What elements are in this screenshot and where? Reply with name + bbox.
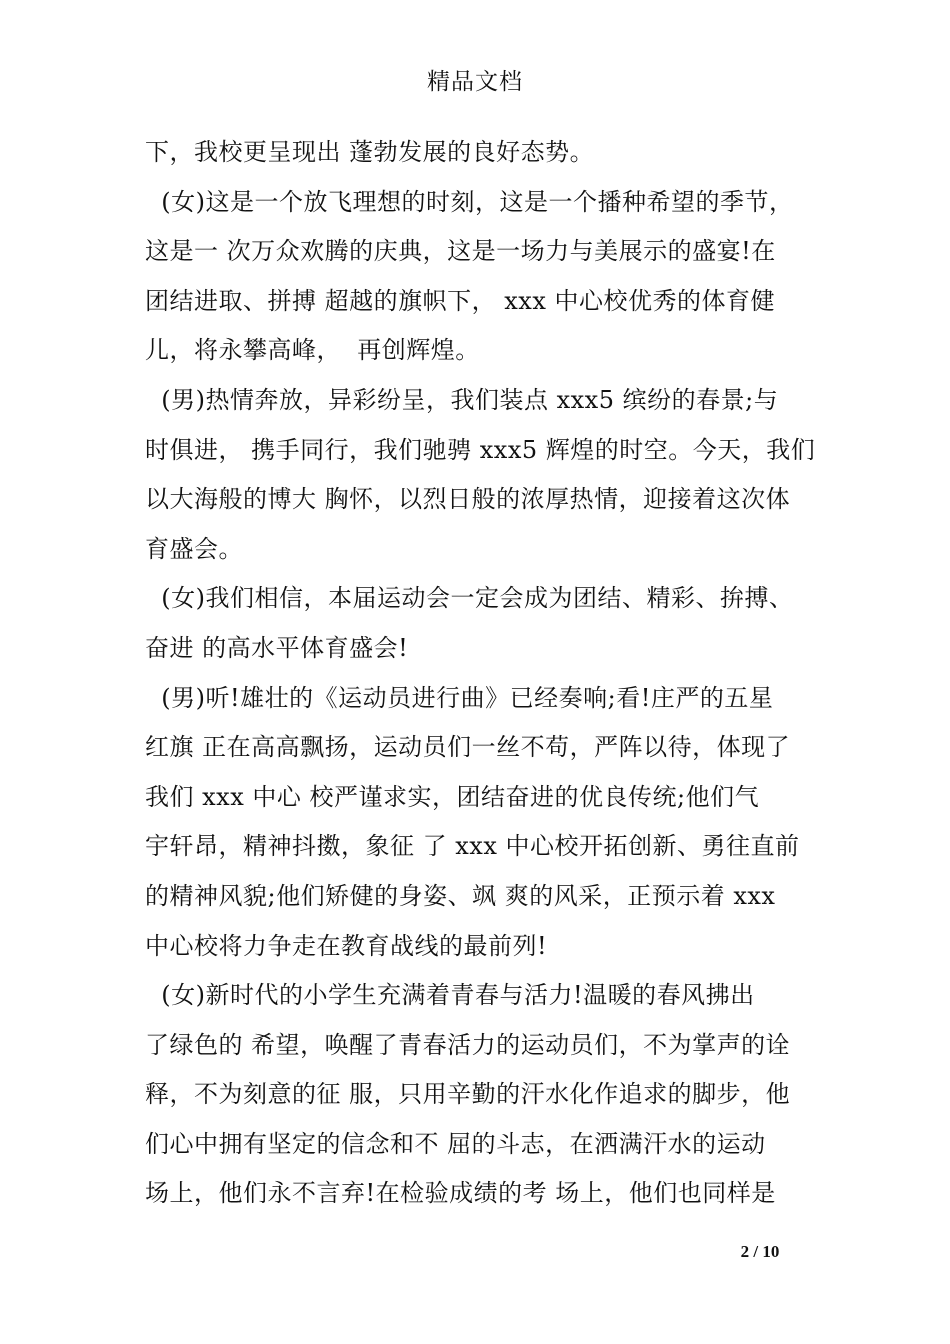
text-line: 育盛会。 bbox=[145, 534, 243, 563]
text-line: (女)新时代的小学生充满着青春与活力!温暖的春风拂出 bbox=[145, 981, 755, 1010]
text-line: 这是一 次万众欢腾的庆典，这是一场力与美展示的盛宴!在 bbox=[145, 237, 776, 266]
text-line: 们心中拥有坚定的信念和不 屈的斗志，在洒满汗水的运动 bbox=[145, 1129, 766, 1158]
text-line: 时俱进， 携手同行，我们驰骋 xxx5 辉煌的时空。今天，我们 bbox=[145, 435, 816, 464]
text-line: (男)听!雄壮的《运动员进行曲》已经奏响;看!庄严的五星 bbox=[145, 683, 774, 712]
text-line: 以大海般的博大 胸怀，以烈日般的浓厚热情，迎接着这次体 bbox=[145, 485, 791, 514]
document-body bbox=[145, 128, 820, 1219]
text-line: 场上，他们永不言弃!在检验成绩的考 场上，他们也同样是 bbox=[145, 1179, 776, 1208]
text-line: 释，不为刻意的征 服，只用辛勤的汗水化作追求的脚步，他 bbox=[145, 1080, 791, 1109]
text-line: (女)我们相信，本届运动会一定会成为团结、精彩、拚搏、 bbox=[145, 584, 794, 613]
text-line: 了绿色的 希望，唤醒了青春活力的运动员们，不为掌声的诠 bbox=[145, 1030, 791, 1059]
text-line: 中心校将力争走在教育战线的最前列! bbox=[145, 931, 548, 960]
page-number: 2 / 10 bbox=[740, 1242, 780, 1261]
text-line: 团结进取、拼搏 超越的旗帜下， xxx 中心校优秀的体育健 bbox=[145, 286, 775, 315]
page-header-title: 精品文档 bbox=[427, 69, 523, 95]
text-line: 我们 xxx 中心 校严谨求实，团结奋进的优良传统;他们气 bbox=[145, 782, 760, 811]
text-line: 红旗 正在高高飘扬，运动员们一丝不苟，严阵以待，体现了 bbox=[145, 733, 791, 762]
text-line: 奋进 的高水平体育盛会! bbox=[145, 633, 409, 662]
text-line: (女)这是一个放飞理想的时刻，这是一个播种希望的季节， bbox=[145, 187, 794, 216]
text-line: 下，我校更呈现出 蓬勃发展的良好态势。 bbox=[145, 138, 595, 166]
text-line: 的精神风貌;他们矫健的身姿、飒 爽的风采，正预示着 xxx bbox=[145, 881, 776, 910]
text-line: 宇轩昂，精神抖擞，象征 了 xxx 中心校开拓创新、勇往直前 bbox=[145, 832, 800, 861]
text-line: (男)热情奔放，异彩纷呈，我们装点 xxx5 缤纷的春景;与 bbox=[145, 385, 779, 414]
text-line: 儿，将永攀高峰， 再创辉煌。 bbox=[145, 336, 480, 365]
